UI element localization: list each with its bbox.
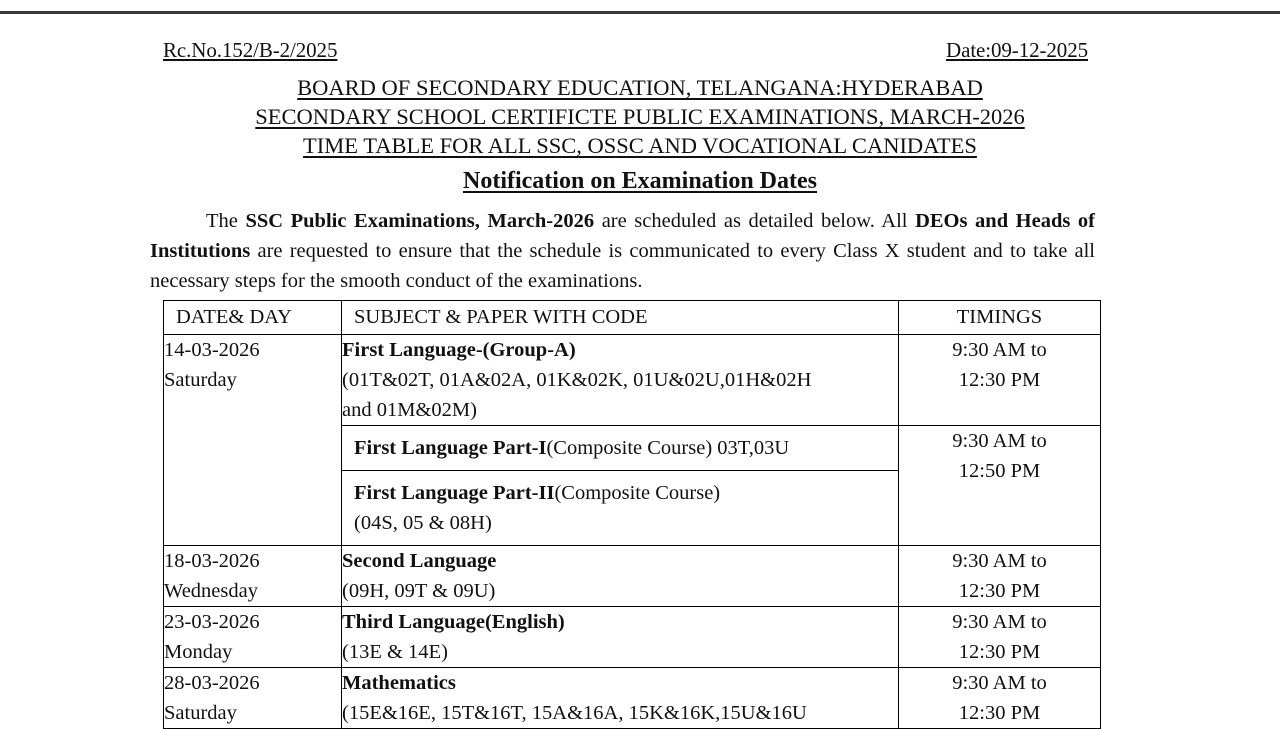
cell-timing-row-3 — [899, 546, 1101, 607]
reference-number: Rc.No.152/B-2/2025 — [163, 38, 338, 62]
table-row — [164, 607, 1101, 668]
cell-subject-mathematics — [342, 668, 899, 729]
date-value: 28-03-2026 — [164, 672, 260, 694]
title-line-timetable-text: TIME TABLE FOR ALL SSC, OSSC AND VOCATIONAL CANIDATES — [303, 133, 977, 158]
paragraph-text-1: The — [206, 210, 246, 232]
day-value: Saturday — [164, 369, 237, 391]
composite-part-2-row — [342, 471, 898, 546]
title-line-board-text: BOARD OF SECONDARY EDUCATION, TELANGANA:HYDERABAD — [297, 75, 983, 100]
paragraph-text-2: are scheduled as detailed below. All — [594, 210, 916, 232]
composite-part-1-row — [342, 426, 898, 471]
cell-date-23-03-2026 — [164, 607, 342, 668]
title-line-timetable — [0, 131, 1280, 160]
subject-codes-line-1: (01T&02T, 01A&02A, 01K&02K, 01U&02U,01H&02H — [342, 369, 812, 391]
timing-to: 12:30 PM — [958, 702, 1041, 724]
subject-title: Second Language — [342, 550, 497, 572]
timing-to: 12:50 PM — [958, 460, 1041, 482]
header-timings: TIMINGS — [899, 301, 1101, 335]
part-1-title: First Language Part-I — [354, 437, 547, 459]
notification-heading — [0, 166, 1280, 196]
exam-timetable — [163, 300, 1101, 729]
part-2-title: First Language Part-II — [354, 482, 555, 504]
composite-part-2-cell — [342, 471, 898, 546]
day-value: Monday — [164, 641, 233, 663]
part-2-desc: (Composite Course) — [554, 482, 721, 504]
cell-timing-row-2 — [899, 426, 1101, 546]
document-date: Date:09-12-2025 — [946, 38, 1088, 62]
title-line-exam-text: SECONDARY SCHOOL CERTIFICTE PUBLIC EXAMINATIONS, MARCH-2026 — [255, 104, 1025, 129]
header-subject: SUBJECT & PAPER WITH CODE — [342, 301, 899, 335]
date-value: 23-03-2026 — [164, 611, 260, 633]
part-1-desc: (Composite Course) 03T,03U — [546, 437, 790, 459]
subject-title: First Language-(Group-A) — [342, 339, 576, 361]
timing-to: 12:30 PM — [958, 641, 1041, 663]
table-header-row — [164, 301, 1101, 335]
intro-paragraph — [150, 206, 1095, 296]
timing-from: 9:30 AM to — [952, 611, 1047, 633]
timing-from: 9:30 AM to — [952, 339, 1047, 361]
subject-codes-line-2: and 01M&02M) — [342, 399, 477, 421]
part-2-line — [354, 478, 890, 508]
cell-subject-second-language — [342, 546, 899, 607]
timing-to: 12:30 PM — [958, 369, 1041, 391]
day-value: Wednesday — [164, 580, 258, 602]
table-row — [164, 335, 1101, 426]
table-row — [164, 668, 1101, 729]
subject-codes-line-1: (15E&16E, 15T&16T, 15A&16A, 15K&16K,15U&16U — [342, 702, 807, 724]
subject-codes-line-1: (13E & 14E) — [342, 641, 448, 663]
subject-title: Third Language(English) — [342, 611, 565, 633]
timing-from: 9:30 AM to — [952, 550, 1047, 572]
subject-codes-line-1: (09H, 09T & 09U) — [342, 580, 496, 602]
cell-date-18-03-2026 — [164, 546, 342, 607]
reference-date-line — [163, 38, 1088, 63]
table-row — [164, 546, 1101, 607]
cell-timing-row-5 — [899, 668, 1101, 729]
date-value: 18-03-2026 — [164, 550, 260, 572]
cell-subject-composite-course — [342, 426, 899, 546]
date-value: 14-03-2026 — [164, 339, 260, 361]
paragraph-text-3: are requested to ensure that the schedule is communicated to every Class X student and to take all necessary steps for the smooth conduct of the examinations. — [150, 240, 1095, 292]
cell-subject-first-language-group-a — [342, 335, 899, 426]
title-line-exam — [0, 102, 1280, 131]
cell-subject-third-language — [342, 607, 899, 668]
day-value: Saturday — [164, 702, 237, 724]
notification-heading-text: Notification on Examination Dates — [463, 168, 817, 194]
part-2-codes: (04S, 05 & 08H) — [354, 512, 492, 534]
cell-timing-row-1 — [899, 335, 1101, 426]
paragraph-bold-deos: DEOs and Heads of Institutions — [150, 210, 1095, 262]
title-block — [0, 73, 1280, 196]
title-line-board — [0, 73, 1280, 102]
cell-date-14-03-2026 — [164, 335, 342, 546]
timing-from: 9:30 AM to — [952, 430, 1047, 452]
cell-date-28-03-2026 — [164, 668, 342, 729]
composite-part-1-cell — [342, 426, 898, 471]
cell-timing-row-4 — [899, 607, 1101, 668]
paragraph-bold-exam: SSC Public Examinations, March-2026 — [245, 210, 595, 232]
composite-course-split — [342, 426, 898, 545]
timing-to: 12:30 PM — [958, 580, 1041, 602]
header-date-day: DATE& DAY — [164, 301, 342, 335]
timing-from: 9:30 AM to — [952, 672, 1047, 694]
subject-title: Mathematics — [342, 672, 456, 694]
